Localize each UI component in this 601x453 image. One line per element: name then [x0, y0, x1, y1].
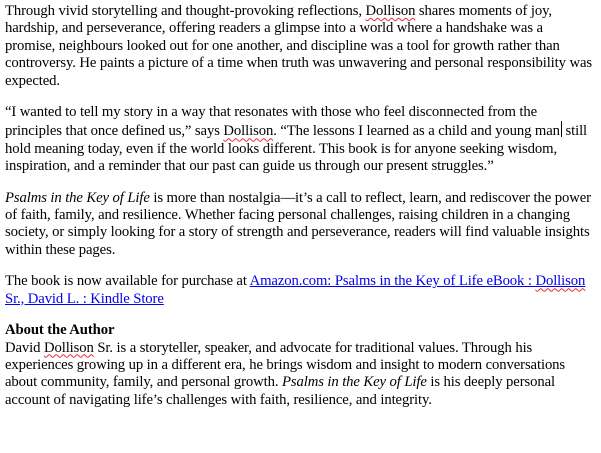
quote-text-end: still hold meaning today, even if the world looks different. This book is for anyone seeking wisdom, inspiration, and a reminder that our past can guide us through our present struggles.”	[5, 123, 588, 175]
bio-text-end: is his deeply personal account of navigating life’s challenges with faith, resilience, and integrity.	[5, 374, 556, 408]
misspelled-author-name[interactable]: Dollison	[535, 273, 586, 290]
about-author-heading: About the Author	[5, 322, 115, 339]
book-description-text: is more than nostalgia—it’s a call to reflect, learn, and rediscover the power of faith, family, and resilience. Whether facing personal challenges, raising children in a changing society, or simply looking for a story of strength and perseverance, readers will find valuable insights within these pages.	[5, 189, 591, 258]
misspelled-author-name[interactable]: Dollison	[365, 3, 416, 19]
book-description-paragraph	[5, 190, 595, 260]
book-title: Psalms in the Key of Life	[5, 189, 150, 206]
author-bio-paragraph	[5, 340, 595, 410]
purchase-text: The book is now available for purchase at	[5, 273, 250, 290]
quote-text-start: “I wanted to tell my story in a way that resonates with those who feel disconnected from the principles that once defined us,” says	[5, 104, 538, 140]
intro-paragraph	[5, 3, 595, 90]
document-body[interactable]	[5, 3, 595, 409]
misspelled-author-name[interactable]: Dollison	[223, 123, 274, 140]
amazon-link-text-start: Amazon.com: Psalms in the Key of Life eBook :	[249, 273, 536, 290]
quote-text-middle: . “The lessons I learned as a child and young man	[273, 123, 560, 140]
intro-text-end: shares moments of joy, hardship, and perseverance, offering readers a glimpse into a world where a handshake was a promise, neighbours looked out for one another, and discipline was a tool for growth rather than controversy. He paints a picture of a time when truth was unwavering and personal responsibility was expected.	[5, 3, 592, 89]
bio-text-start: David	[5, 339, 44, 356]
quote-paragraph	[5, 104, 595, 176]
book-title: Psalms in the Key of Life	[282, 374, 427, 391]
bio-text-middle: Sr. is a storyteller, speaker, and advocate for traditional values. Through his experiences growing up in a different era, he brings wisdom and insight to modern conversations about community, family, and personal growth.	[5, 339, 566, 391]
misspelled-author-name[interactable]: Dollison	[43, 339, 94, 356]
amazon-link-text-end: Sr., David L. : Kindle Store	[5, 290, 164, 307]
intro-text-start: Through vivid storytelling and thought-provoking reflections,	[5, 3, 366, 19]
purchase-paragraph	[5, 273, 595, 308]
